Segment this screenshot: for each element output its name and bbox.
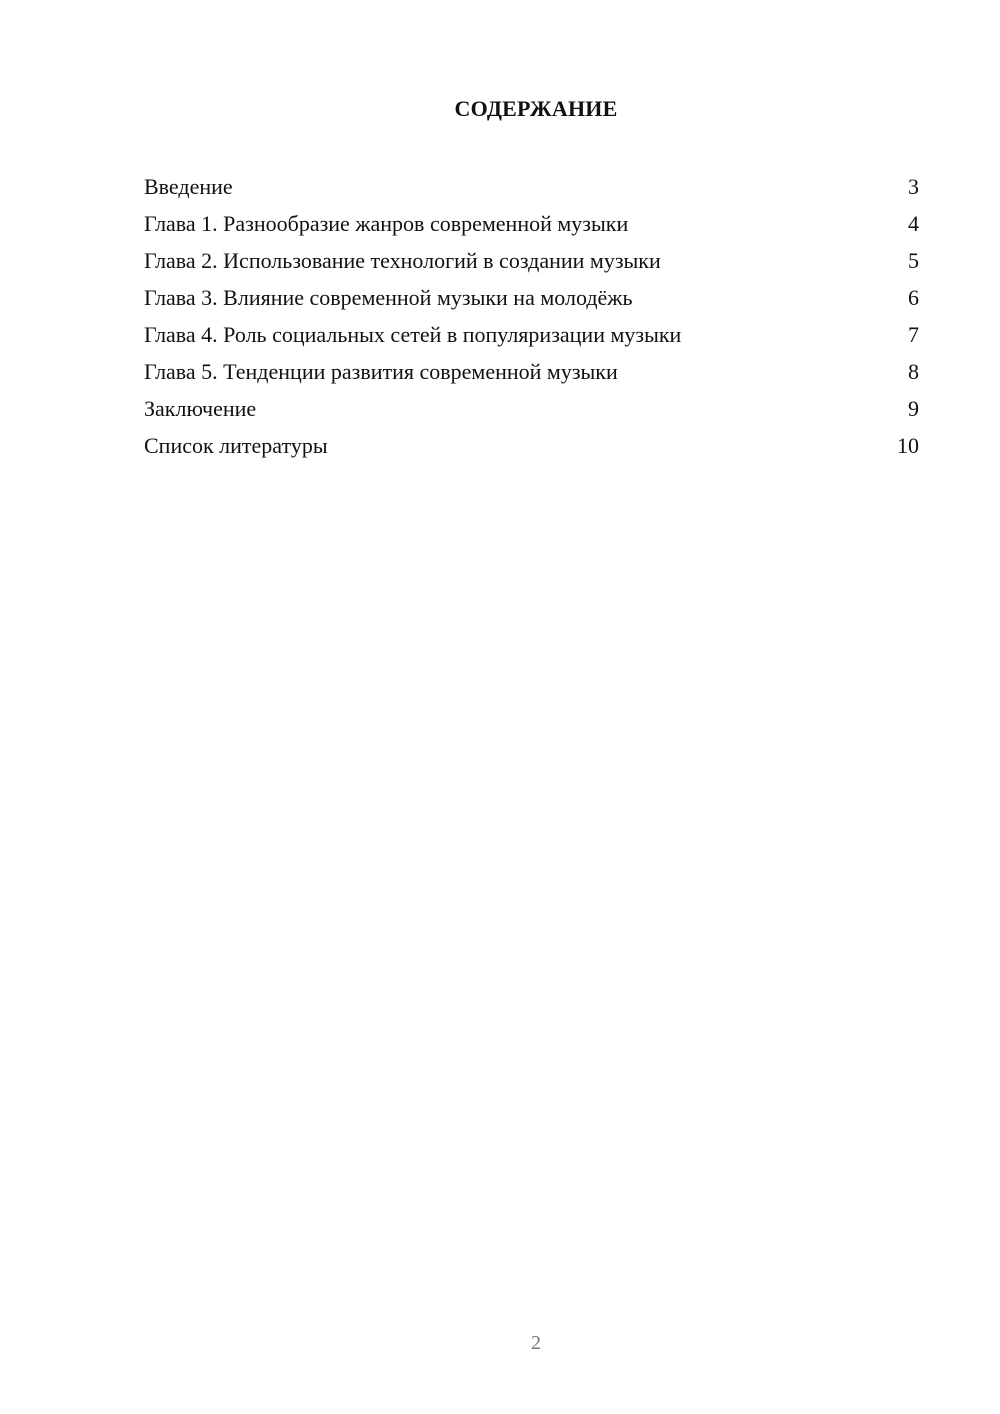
toc-item-label: Глава 1. Разнообразие жанров современной музыки [144,211,629,236]
toc-item-label: Глава 5. Тенденции развития современной музыки [144,359,618,384]
toc-item-page: 10 [897,433,919,458]
toc-item-conclusion [144,390,919,427]
toc-item-label: Глава 4. Роль социальных сетей в популяризации музыки [144,322,682,347]
toc-item-chapter-1 [144,205,919,242]
toc-item-chapter-4 [144,316,919,353]
toc-item-chapter-2 [144,242,919,279]
toc-item-chapter-5 [144,353,919,390]
toc-item-label: Список литературы [144,433,328,458]
toc-item-introduction [144,168,919,205]
toc-item-label: Глава 2. Использование технологий в создании музыки [144,248,661,273]
toc-item-page: 8 [908,359,919,384]
toc-item-label: Заключение [144,396,257,421]
toc-item-page: 9 [908,396,919,421]
toc-item-references [144,427,919,464]
toc-item-chapter-3 [144,279,919,316]
toc-item-page: 5 [908,248,919,273]
page-number: 2 [531,1332,541,1354]
toc-item-label: Глава 3. Влияние современной музыки на молодёжь [144,285,633,310]
toc-item-page: 7 [908,322,919,347]
toc-item-page: 4 [908,211,919,236]
toc-title: СОДЕРЖАНИЕ [454,96,618,121]
toc-item-label: Введение [144,174,233,199]
toc-item-page: 3 [908,174,919,199]
toc-list [144,168,919,464]
toc-item-page: 6 [908,285,919,310]
